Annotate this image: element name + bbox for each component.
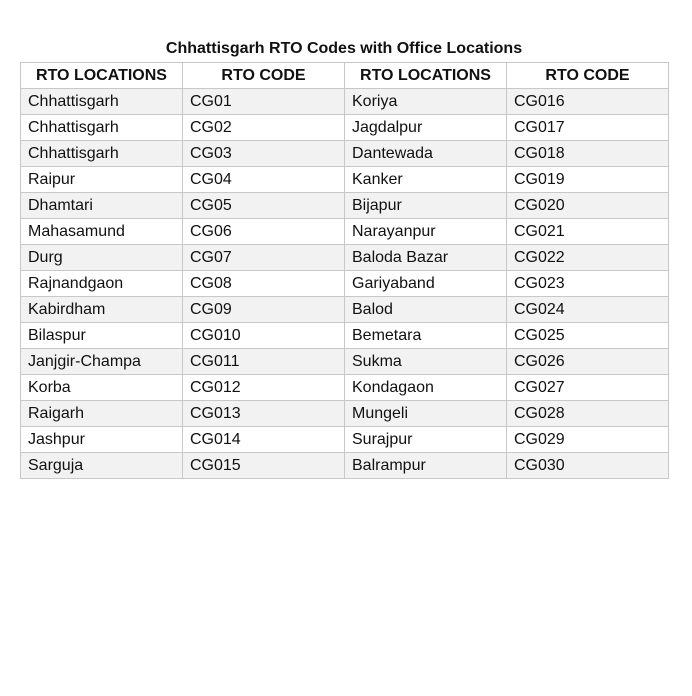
table-row	[21, 453, 669, 479]
location-cell-left: Bilaspur	[21, 323, 183, 349]
header-rto-code-right: RTO CODE	[507, 63, 669, 89]
code-cell-right: CG029	[507, 427, 669, 453]
code-cell-right: CG024	[507, 297, 669, 323]
location-cell-left: Durg	[21, 245, 183, 271]
header-rto-code-left: RTO CODE	[183, 63, 345, 89]
location-cell-left: Raipur	[21, 167, 183, 193]
code-cell-right: CG025	[507, 323, 669, 349]
location-cell-left: Chhattisgarh	[21, 141, 183, 167]
location-cell-left: Jashpur	[21, 427, 183, 453]
code-cell-left: CG014	[183, 427, 345, 453]
code-cell-left: CG08	[183, 271, 345, 297]
code-cell-left: CG012	[183, 375, 345, 401]
table-row	[21, 141, 669, 167]
code-cell-right: CG027	[507, 375, 669, 401]
code-cell-left: CG02	[183, 115, 345, 141]
table-body	[21, 89, 669, 479]
location-cell-right: Koriya	[345, 89, 507, 115]
table-row	[21, 167, 669, 193]
code-cell-left: CG04	[183, 167, 345, 193]
location-cell-left: Sarguja	[21, 453, 183, 479]
table-row	[21, 297, 669, 323]
location-cell-left: Janjgir-Champa	[21, 349, 183, 375]
code-cell-right: CG023	[507, 271, 669, 297]
code-cell-left: CG013	[183, 401, 345, 427]
code-cell-left: CG05	[183, 193, 345, 219]
code-cell-right: CG018	[507, 141, 669, 167]
table-row	[21, 323, 669, 349]
location-cell-right: Kanker	[345, 167, 507, 193]
location-cell-right: Kondagaon	[345, 375, 507, 401]
location-cell-right: Gariyaband	[345, 271, 507, 297]
location-cell-right: Jagdalpur	[345, 115, 507, 141]
table-row	[21, 89, 669, 115]
location-cell-left: Korba	[21, 375, 183, 401]
code-cell-left: CG07	[183, 245, 345, 271]
code-cell-right: CG028	[507, 401, 669, 427]
location-cell-left: Chhattisgarh	[21, 89, 183, 115]
location-cell-left: Dhamtari	[21, 193, 183, 219]
location-cell-right: Sukma	[345, 349, 507, 375]
table-row	[21, 271, 669, 297]
location-cell-right: Mungeli	[345, 401, 507, 427]
header-rto-locations-right: RTO LOCATIONS	[345, 63, 507, 89]
location-cell-left: Chhattisgarh	[21, 115, 183, 141]
location-cell-right: Bemetara	[345, 323, 507, 349]
table-header	[21, 63, 669, 89]
rto-codes-table	[20, 62, 669, 479]
code-cell-left: CG011	[183, 349, 345, 375]
code-cell-left: CG09	[183, 297, 345, 323]
location-cell-right: Surajpur	[345, 427, 507, 453]
table-row	[21, 427, 669, 453]
header-row	[21, 63, 669, 89]
code-cell-right: CG019	[507, 167, 669, 193]
table-row	[21, 401, 669, 427]
location-cell-right: Narayanpur	[345, 219, 507, 245]
table-row	[21, 349, 669, 375]
location-cell-right: Dantewada	[345, 141, 507, 167]
code-cell-right: CG026	[507, 349, 669, 375]
location-cell-right: Balod	[345, 297, 507, 323]
header-rto-locations-left: RTO LOCATIONS	[21, 63, 183, 89]
location-cell-right: Bijapur	[345, 193, 507, 219]
code-cell-left: CG010	[183, 323, 345, 349]
location-cell-right: Baloda Bazar	[345, 245, 507, 271]
table-title: Chhattisgarh RTO Codes with Office Locations	[165, 40, 523, 57]
location-cell-left: Rajnandgaon	[21, 271, 183, 297]
code-cell-right: CG020	[507, 193, 669, 219]
table-row	[21, 193, 669, 219]
code-cell-right: CG021	[507, 219, 669, 245]
table-row	[21, 375, 669, 401]
code-cell-right: CG022	[507, 245, 669, 271]
location-cell-right: Balrampur	[345, 453, 507, 479]
code-cell-right: CG016	[507, 89, 669, 115]
code-cell-left: CG06	[183, 219, 345, 245]
code-cell-left: CG01	[183, 89, 345, 115]
table-row	[21, 219, 669, 245]
location-cell-left: Kabirdham	[21, 297, 183, 323]
code-cell-right: CG017	[507, 115, 669, 141]
code-cell-left: CG03	[183, 141, 345, 167]
location-cell-left: Raigarh	[21, 401, 183, 427]
location-cell-left: Mahasamund	[21, 219, 183, 245]
table-row	[21, 115, 669, 141]
code-cell-right: CG030	[507, 453, 669, 479]
table-row	[21, 245, 669, 271]
code-cell-left: CG015	[183, 453, 345, 479]
